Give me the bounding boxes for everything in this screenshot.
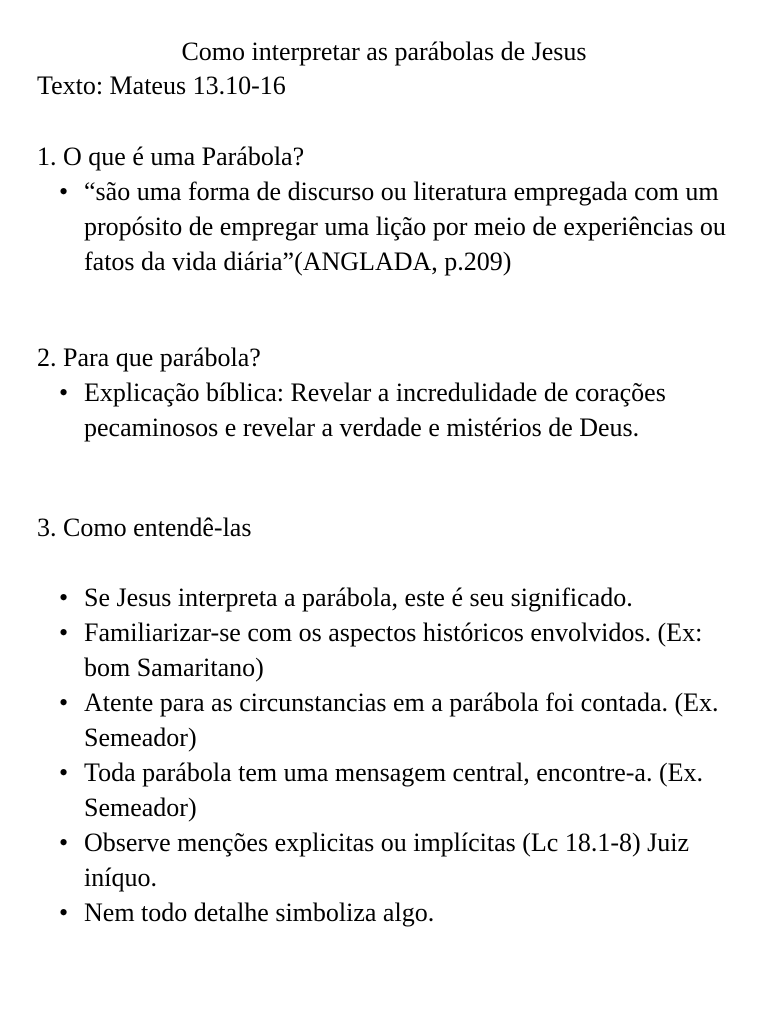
list-item bbox=[37, 375, 737, 445]
bullet-icon: • bbox=[59, 758, 69, 787]
section-heading: 3. Como entendê-las bbox=[37, 513, 252, 542]
list-item-text: Explicação bíblica: Revelar a incredulidade de corações pecaminosos e revelar a verdade e mistérios de Deus. bbox=[84, 378, 666, 442]
list-item bbox=[37, 895, 737, 930]
list-item bbox=[37, 615, 737, 685]
bullet-list bbox=[37, 580, 737, 930]
list-item-text: “são uma forma de discurso ou literatura empregada com um propósito de empregar uma lição por meio de experiências ou fatos da vida diária”(ANGLADA, p.209) bbox=[84, 177, 726, 276]
bullet-list bbox=[37, 375, 737, 445]
document-subtitle: Texto: Mateus 13.10-16 bbox=[37, 71, 286, 100]
bullet-icon: • bbox=[59, 688, 69, 717]
list-item bbox=[37, 825, 737, 895]
bullet-icon: • bbox=[59, 898, 69, 927]
list-item-text: Se Jesus interpreta a parábola, este é seu significado. bbox=[84, 583, 633, 612]
list-item-text: Familiarizar-se com os aspectos históricos envolvidos. (Ex: bom Samaritano) bbox=[84, 618, 703, 682]
list-item bbox=[37, 580, 737, 615]
list-item-text: Toda parábola tem uma mensagem central, encontre-a. (Ex. Semeador) bbox=[84, 758, 704, 822]
list-item-text: Observe menções explicitas ou implícitas (Lc 18.1-8) Juiz iníquo. bbox=[84, 828, 690, 892]
bullet-icon: • bbox=[59, 583, 69, 612]
bullet-icon: • bbox=[59, 828, 69, 857]
document-title: Como interpretar as parábolas de Jesus bbox=[181, 37, 587, 66]
list-item-text: Atente para as circunstancias em a parábola foi contada. (Ex. Semeador) bbox=[84, 688, 719, 752]
list-item bbox=[37, 755, 737, 825]
bullet-icon: • bbox=[59, 618, 69, 647]
list-item bbox=[37, 685, 737, 755]
list-item-text: Nem todo detalhe simboliza algo. bbox=[84, 898, 435, 927]
section-heading: 1. O que é uma Parábola? bbox=[37, 142, 305, 171]
list-item bbox=[37, 174, 737, 279]
bullet-icon: • bbox=[59, 177, 69, 206]
section-why-parable bbox=[37, 340, 737, 445]
section-how-to-understand bbox=[37, 510, 737, 930]
bullet-icon: • bbox=[59, 378, 69, 407]
section-what-is-parable bbox=[37, 139, 737, 279]
section-heading: 2. Para que parábola? bbox=[37, 343, 261, 372]
bullet-list bbox=[37, 174, 737, 279]
